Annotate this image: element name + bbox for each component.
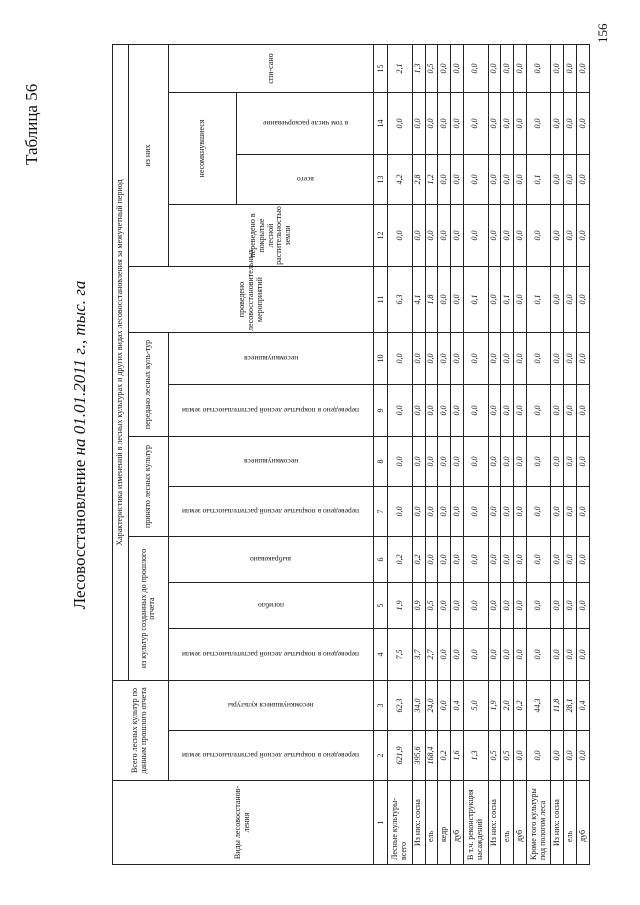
table-cell: 0,5 (488, 731, 501, 781)
table-cell: 0,0 (514, 267, 527, 333)
table-cell: 62,3 (388, 681, 412, 731)
table-cell: 0,5 (501, 731, 514, 781)
table-cell: 0,0 (551, 45, 564, 93)
table-cell: 0,0 (451, 487, 464, 537)
table-cell: 0,0 (388, 437, 412, 487)
header-of-them: из них (129, 45, 168, 267)
header-nonclosed-group: несомкнувшиеся (168, 93, 237, 205)
column-number: 1 (374, 781, 388, 865)
table-cell: 0,0 (577, 437, 590, 487)
table-number: Таблица 56 (22, 83, 41, 165)
table-cell: 0,0 (451, 333, 464, 385)
table-cell: 2,0 (501, 681, 514, 731)
header-characteristic: Характеристика изменений в лесных культурах и других видах лесовосстановления за межучетный период (113, 45, 129, 681)
table-cell: 0,0 (388, 205, 412, 267)
table-cell: 1,2 (425, 155, 438, 205)
column-number: 14 (374, 93, 388, 155)
table-cell: 0,0 (451, 437, 464, 487)
table-cell: 0,0 (412, 437, 425, 487)
table-cell: 0,0 (464, 205, 488, 267)
table-cell: 0,0 (551, 583, 564, 629)
header-c9: переведено в покрытые лесной растительностью земли (168, 385, 374, 437)
table-cell: 0,0 (438, 93, 451, 155)
table-cell: 28,1 (564, 681, 577, 731)
header-c4: переведено в покрытые лесной растительностью земли (168, 629, 374, 681)
column-number: 15 (374, 45, 388, 93)
table-row (564, 45, 577, 865)
table-cell: 0,0 (501, 537, 514, 583)
table-cell: 0,0 (564, 267, 577, 333)
table-cell: 0,0 (464, 583, 488, 629)
table-cell: 0,0 (564, 333, 577, 385)
table-cell: 1,9 (488, 681, 501, 731)
table-cell: 0,0 (577, 731, 590, 781)
table-cell: 0,0 (514, 45, 527, 93)
table-cell: 0,0 (451, 385, 464, 437)
table-cell: 0,0 (551, 267, 564, 333)
table-cell: 0,0 (551, 333, 564, 385)
table-cell: 6,3 (388, 267, 412, 333)
column-number: 6 (374, 537, 388, 583)
table-cell: 0,0 (514, 93, 527, 155)
table-cell: 0,0 (551, 385, 564, 437)
table-cell: 0,0 (388, 487, 412, 537)
page-number: 156 (595, 23, 610, 43)
table-cell: 0,0 (551, 629, 564, 681)
table-cell: 0,0 (488, 267, 501, 333)
table-cell: 0,0 (425, 93, 438, 155)
table-cell: 0,0 (501, 629, 514, 681)
column-number: 11 (374, 267, 388, 333)
table-cell: 7,5 (388, 629, 412, 681)
table-cell: 0,0 (564, 385, 577, 437)
table-row (488, 45, 501, 865)
table-cell: 0,0 (425, 333, 438, 385)
table-cell: 0,0 (464, 537, 488, 583)
table-cell: 0,0 (527, 45, 551, 93)
table-cell: 0,0 (488, 583, 501, 629)
table-cell: 4,1 (412, 267, 425, 333)
table-cell: 0,4 (451, 681, 464, 731)
table-cell: 2,8 (412, 155, 425, 205)
header-accepted: принято лесных культур (129, 437, 168, 537)
table-cell: 0,0 (564, 487, 577, 537)
table-cell: 0,0 (564, 629, 577, 681)
table-cell: 0,0 (438, 45, 451, 93)
table-cell: 24,0 (425, 681, 438, 731)
table-cell: 0,0 (438, 155, 451, 205)
table-cell: 1,8 (425, 267, 438, 333)
table-cell: 0,0 (514, 437, 527, 487)
header-c8: несомкнувшиеся (168, 437, 374, 487)
row-label: кедр (438, 781, 451, 865)
table-cell: 2,1 (388, 45, 412, 93)
row-label: Из них: сосна (488, 781, 501, 865)
table-cell: 1,6 (451, 731, 464, 781)
table-cell: 1,3 (464, 731, 488, 781)
table-cell: 0,0 (514, 333, 527, 385)
table-row (577, 45, 590, 865)
table-cell: 0,0 (438, 385, 451, 437)
table-cell: 0,5 (425, 583, 438, 629)
table-row (514, 45, 527, 865)
title-date: на 01.01.2011 г., тыс. га (70, 280, 89, 456)
table-cell: 0,0 (501, 437, 514, 487)
table-cell: 44,3 (527, 681, 551, 731)
table-cell: 0,0 (501, 93, 514, 155)
table-cell: 0,0 (551, 93, 564, 155)
table-cell: 0,1 (527, 267, 551, 333)
table-cell: 0,0 (438, 267, 451, 333)
row-label: дуб (451, 781, 464, 865)
table-cell: 0,2 (412, 537, 425, 583)
table-cell: 0,0 (464, 487, 488, 537)
table-row (527, 45, 551, 865)
table-cell: 0,0 (425, 205, 438, 267)
table-cell: 0,0 (488, 437, 501, 487)
table-cell: 11,8 (551, 681, 564, 731)
table-cell: 0,0 (425, 385, 438, 437)
header-measures: проведено лесовосстановительных мероприятий (129, 267, 374, 333)
table-cell: 0,0 (488, 45, 501, 93)
table-cell: 0,0 (527, 385, 551, 437)
table-cell: 0,0 (577, 267, 590, 333)
table-row (412, 45, 425, 865)
table-cell: 1,3 (412, 45, 425, 93)
table-cell: 0,0 (527, 629, 551, 681)
table-cell: 0,0 (501, 45, 514, 93)
row-label: Из них: сосна (551, 781, 564, 865)
table-cell: 0,2 (388, 537, 412, 583)
table-cell: 0,0 (577, 537, 590, 583)
table-cell: 5,0 (464, 681, 488, 731)
table-cell: 0,0 (438, 629, 451, 681)
table-row (451, 45, 464, 865)
title-main: Лесовосстановление (70, 455, 89, 610)
row-label: дуб (514, 781, 527, 865)
table-cell: 0,0 (527, 333, 551, 385)
table-cell: 0,0 (412, 93, 425, 155)
table-cell: 0,0 (464, 155, 488, 205)
table-cell: 0,0 (564, 45, 577, 93)
table-cell: 0,0 (577, 93, 590, 155)
table-cell: 0,9 (412, 583, 425, 629)
row-label: В т.ч. реконструкция насаждений (464, 781, 488, 865)
header-c3: несомкнувшиеся культуры (168, 681, 374, 731)
table-cell: 0,0 (488, 205, 501, 267)
table-cell: 0,0 (551, 731, 564, 781)
table-cell: 0,0 (577, 45, 590, 93)
table-cell: 0,4 (577, 681, 590, 731)
table-cell: 0,0 (464, 385, 488, 437)
table-cell: 0,0 (488, 537, 501, 583)
table-cell: 0,0 (577, 155, 590, 205)
table-cell: 0,0 (464, 437, 488, 487)
table-cell: 0,0 (488, 333, 501, 385)
header-prev-total: Всего лесных культур по данным прошлого отчета (113, 681, 169, 781)
header-c2: переведено в покрытые лесной растительностью земли (168, 731, 374, 781)
column-number: 12 (374, 205, 388, 267)
table-cell: 0,0 (527, 93, 551, 155)
table-cell: 0,2 (438, 731, 451, 781)
table-cell: 34,0 (412, 681, 425, 731)
table-cell: 0,5 (425, 45, 438, 93)
table-cell: 0,0 (388, 385, 412, 437)
table-cell: 0,0 (514, 155, 527, 205)
column-number: 4 (374, 629, 388, 681)
table-cell: 0,0 (438, 333, 451, 385)
table-cell: 0,1 (527, 155, 551, 205)
table-cell: 168,4 (425, 731, 438, 781)
column-number: 5 (374, 583, 388, 629)
table-cell: 0,0 (451, 537, 464, 583)
table-cell: 0,0 (451, 583, 464, 629)
table-cell: 0,0 (438, 437, 451, 487)
column-number: 7 (374, 487, 388, 537)
column-numbers-row (374, 45, 388, 865)
column-number: 9 (374, 385, 388, 437)
header-types: Виды лесовосстанов-ления (113, 781, 374, 865)
header-transfer: передано лесных куль-тур (129, 333, 168, 437)
row-label: ель (564, 781, 577, 865)
table-cell: 0,0 (577, 629, 590, 681)
table-cell: 0,0 (551, 487, 564, 537)
table-cell: 0,0 (577, 205, 590, 267)
table-cell: 0,0 (577, 385, 590, 437)
table-cell: 0,0 (438, 487, 451, 537)
table-cell: 4,2 (388, 155, 412, 205)
table-cell: 2,7 (425, 629, 438, 681)
table-row (425, 45, 438, 865)
table-cell: 0,0 (577, 583, 590, 629)
table-cell: 0,0 (451, 45, 464, 93)
header-c13: всего (237, 155, 374, 205)
table-cell: 0,0 (438, 583, 451, 629)
table-row (501, 45, 514, 865)
table-cell: 0,0 (564, 93, 577, 155)
table-cell: 0,0 (551, 437, 564, 487)
table-cell: 0,0 (514, 385, 527, 437)
table-cell: 0,0 (564, 437, 577, 487)
table-cell: 0,0 (488, 487, 501, 537)
table-cell: 0,0 (501, 385, 514, 437)
table-row (388, 45, 412, 865)
table-cell: 0,0 (451, 93, 464, 155)
column-number: 2 (374, 731, 388, 781)
table-cell: 0,0 (514, 205, 527, 267)
table-cell: 0,0 (388, 93, 412, 155)
header-c12: переведено в покрытые лесной растительностью земли (168, 205, 374, 267)
table-row (551, 45, 564, 865)
table-cell: 0,0 (488, 629, 501, 681)
table-cell: 0,0 (451, 267, 464, 333)
table-cell: 0,0 (551, 205, 564, 267)
table-cell: 0,0 (425, 437, 438, 487)
table-cell: 0,0 (527, 205, 551, 267)
table-cell: 1,9 (388, 583, 412, 629)
table-cell: 0,0 (438, 681, 451, 731)
table-row (438, 45, 451, 865)
table-cell: 0,0 (527, 487, 551, 537)
table-cell: 621,9 (388, 731, 412, 781)
table-cell: 0,0 (564, 205, 577, 267)
row-label: ель (425, 781, 438, 865)
table-cell: 0,0 (564, 537, 577, 583)
table-cell: 0,0 (464, 629, 488, 681)
table-cell: 0,0 (464, 45, 488, 93)
header-c7: переведено в покрытые лесной растительностью земли (168, 487, 374, 537)
column-number: 10 (374, 333, 388, 385)
table-cell: 0,0 (501, 155, 514, 205)
table-cell: 0,0 (488, 155, 501, 205)
table-cell: 0,0 (451, 629, 464, 681)
table-cell: 0,0 (551, 155, 564, 205)
table-cell: 0,0 (564, 155, 577, 205)
row-label: Кроме того культуры под пологом леса (527, 781, 551, 865)
table-cell: 0,0 (564, 731, 577, 781)
table-cell: 0,0 (451, 205, 464, 267)
table-cell: 0,0 (501, 583, 514, 629)
row-label: ель (501, 781, 514, 865)
table-cell: 0,0 (577, 333, 590, 385)
column-number: 8 (374, 437, 388, 487)
table-cell: 0,0 (564, 583, 577, 629)
table-cell: 0,0 (388, 333, 412, 385)
row-label: Лесные культуры-всего (388, 781, 412, 865)
table-row (464, 45, 488, 865)
header-c15: спи-сано (168, 45, 374, 93)
header-c5: погибло (168, 583, 374, 629)
table-cell: 0,0 (514, 629, 527, 681)
table-cell: 0,0 (412, 487, 425, 537)
table-cell: 0,0 (412, 385, 425, 437)
table-cell: 0,0 (488, 385, 501, 437)
table-cell: 0,1 (501, 267, 514, 333)
table-cell: 0,0 (425, 487, 438, 537)
header-from-cultures: из культур созданных до прошлого отчета (129, 537, 168, 681)
table-cell: 395,6 (412, 731, 425, 781)
table-cell: 0,0 (514, 537, 527, 583)
header-c14: в том числе раскорчевание (237, 93, 374, 155)
table-cell: 0,0 (451, 155, 464, 205)
column-number: 3 (374, 681, 388, 731)
table-cell: 0,0 (514, 731, 527, 781)
table-cell: 0,0 (438, 537, 451, 583)
header-c6: выбраковано (168, 537, 374, 583)
table-cell: 0,0 (438, 205, 451, 267)
table-cell: 0,0 (501, 487, 514, 537)
table-cell: 0,0 (464, 333, 488, 385)
row-label: Из них: сосна (412, 781, 425, 865)
table-cell: 0,0 (527, 731, 551, 781)
table-cell: 0,0 (501, 333, 514, 385)
row-label: дуб (577, 781, 590, 865)
table-cell: 0,0 (464, 93, 488, 155)
table-cell: 0,0 (514, 583, 527, 629)
table-cell: 0,2 (514, 681, 527, 731)
table-cell: 0,0 (527, 583, 551, 629)
table-cell: 0,0 (425, 537, 438, 583)
reforestation-table (112, 44, 590, 865)
column-number: 13 (374, 155, 388, 205)
table-cell: 3,7 (412, 629, 425, 681)
table-cell: 0,0 (488, 93, 501, 155)
table-cell: 0,1 (464, 267, 488, 333)
table-cell: 0,0 (412, 205, 425, 267)
header-c10: несомкнувшиеся (168, 333, 374, 385)
table-cell: 0,0 (551, 537, 564, 583)
page-title (70, 165, 90, 725)
table-cell: 0,0 (527, 537, 551, 583)
table-cell: 0,0 (577, 487, 590, 537)
table-cell: 0,0 (412, 333, 425, 385)
table-cell: 0,0 (501, 205, 514, 267)
table-cell: 0,0 (514, 487, 527, 537)
table-cell: 0,0 (527, 437, 551, 487)
